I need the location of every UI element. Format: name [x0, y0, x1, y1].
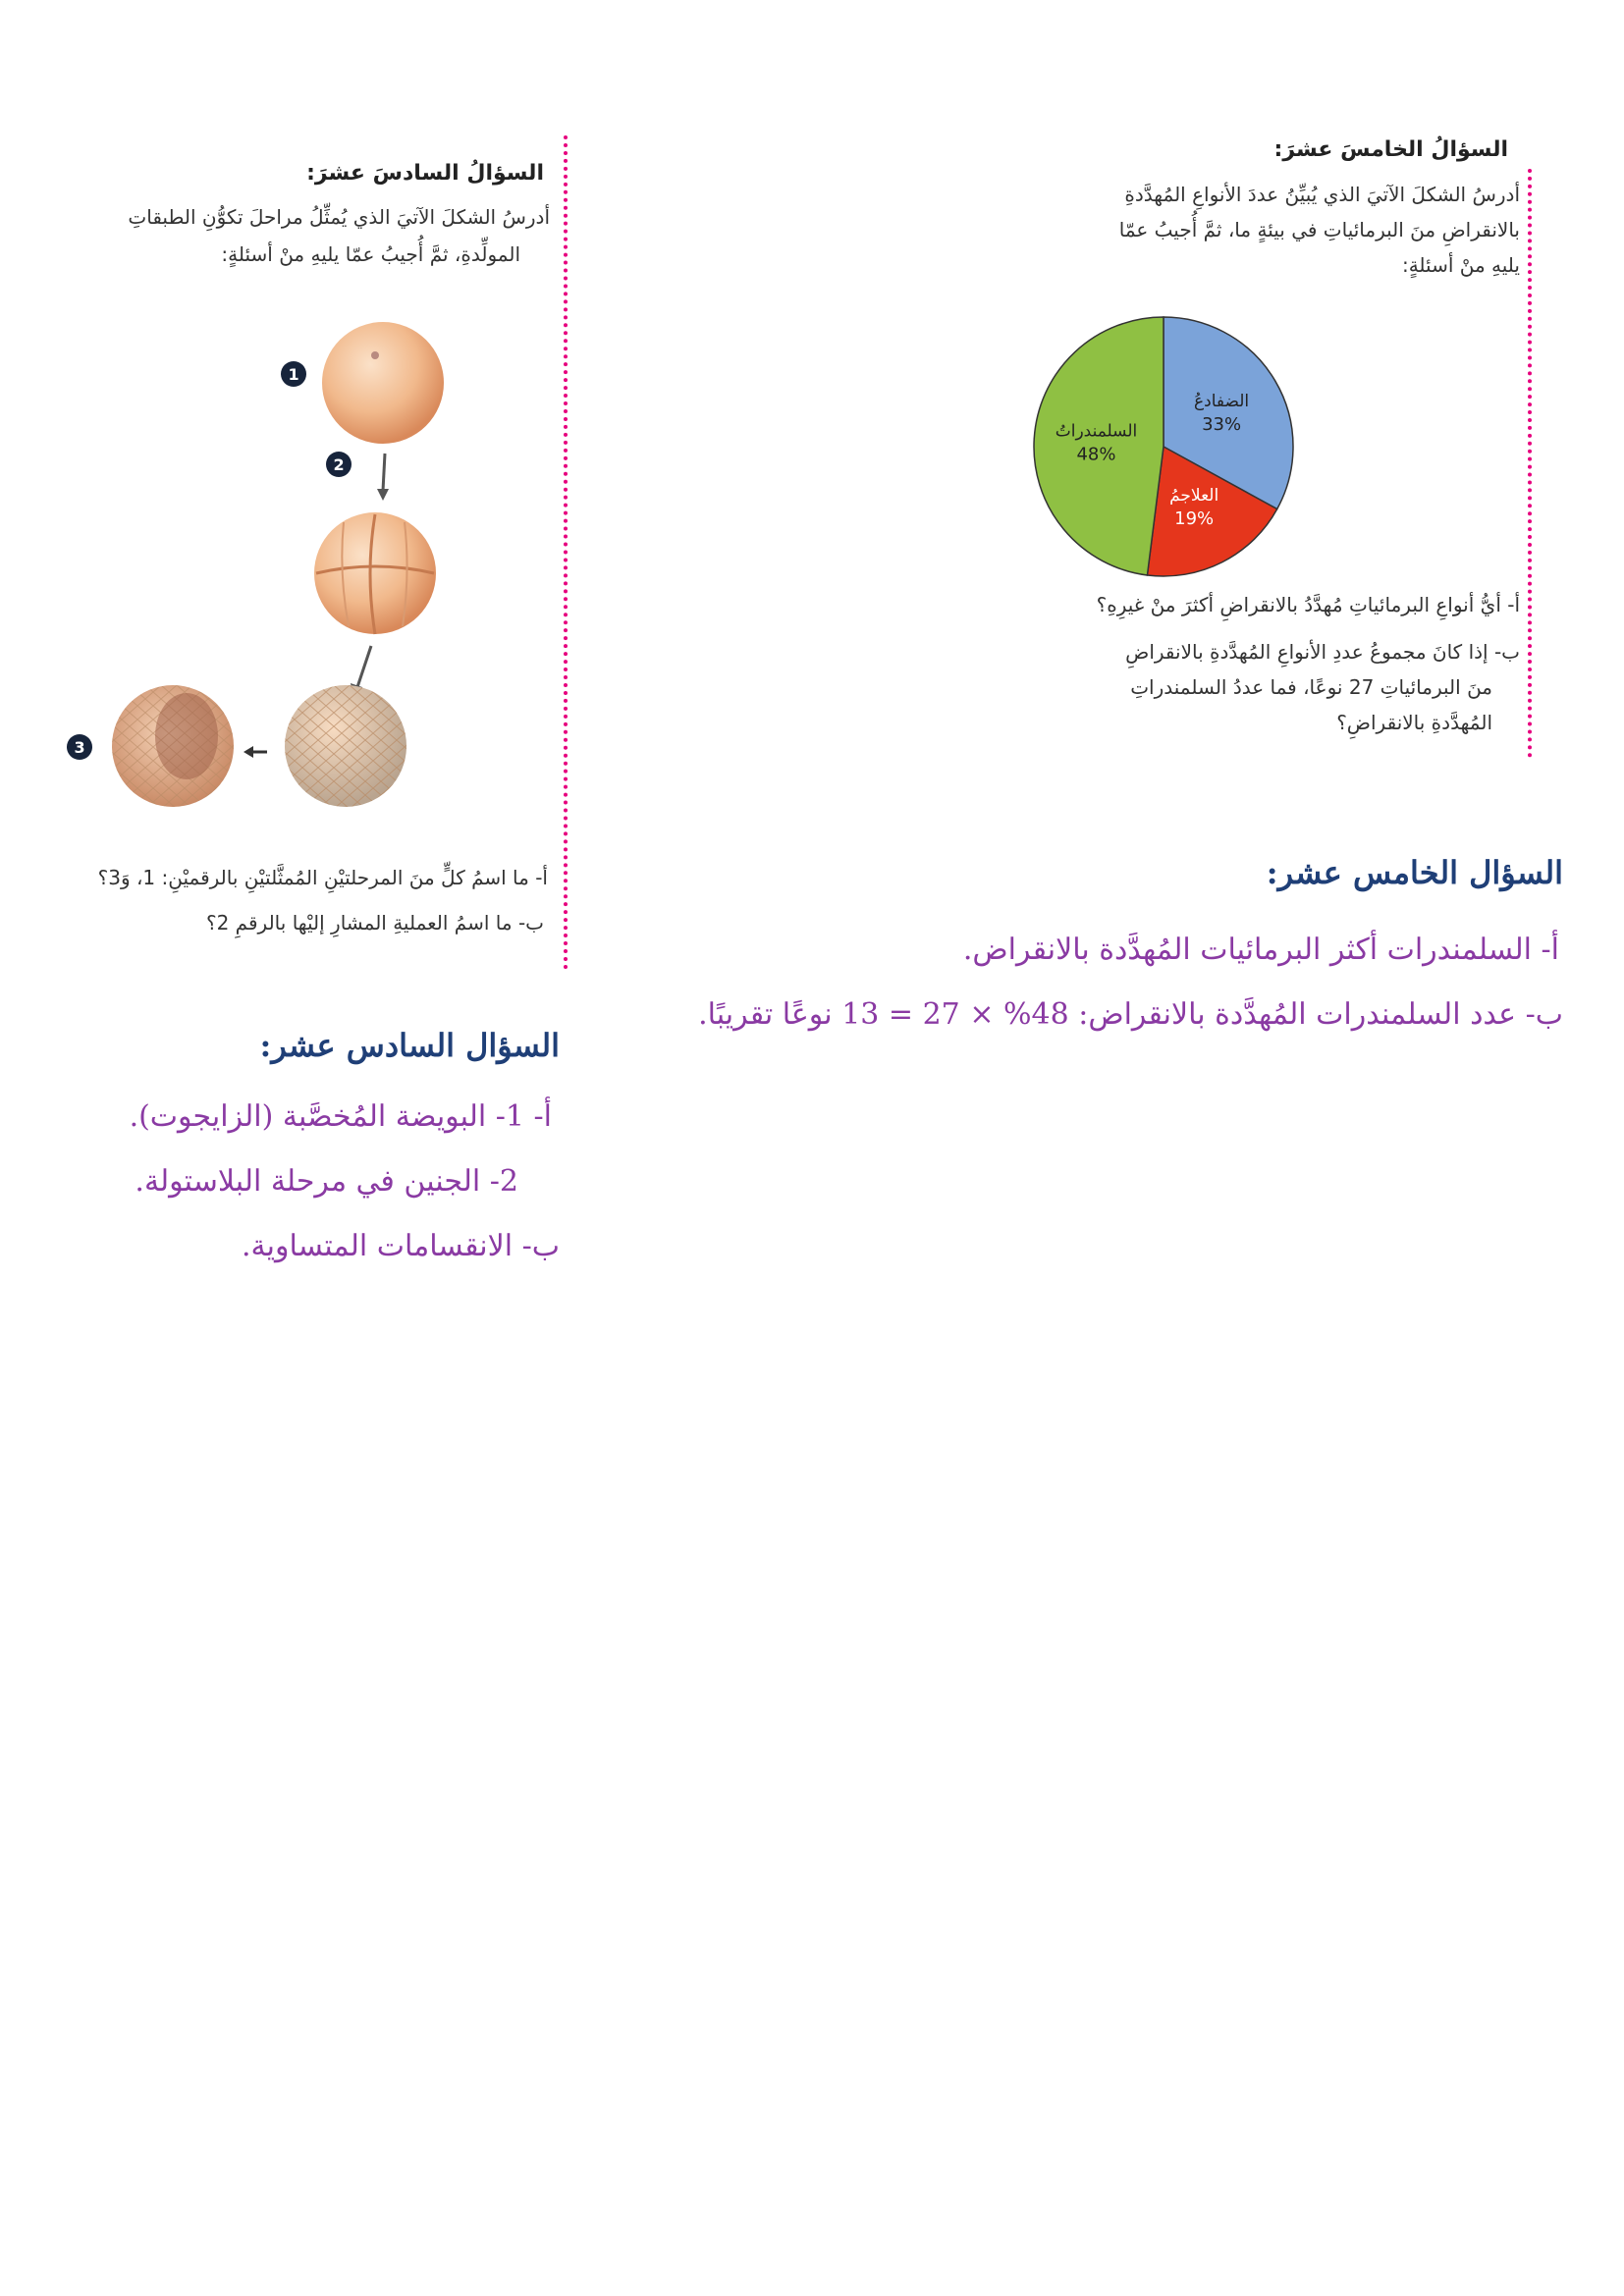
pie-slice-label-1: الضفادعُ	[1194, 392, 1250, 412]
morula-cell	[285, 685, 406, 807]
answers15-title: السؤال الخامس عشر:	[1266, 854, 1563, 891]
q15-dotted-border	[1528, 169, 1532, 758]
answers16-a2: 2- الجنين في مرحلة البلاستولة.	[135, 1164, 518, 1199]
q15-item-b-line3: المُهدَّدةِ بالانقراضِ؟	[1336, 711, 1492, 734]
stage-badge-2: 2	[326, 452, 352, 477]
q16-intro-line1: أدرسُ الشكلَ الآتيَ الذي يُمثِّلُ مراحلَ تكوُّنِ الطبقاتِ	[128, 205, 550, 229]
q16-item-b: ب- ما اسمُ العمليةِ المشارِ إليْها بالرقمِ 2؟	[205, 911, 544, 934]
q15-intro-line1: أدرسُ الشكلَ الآتيَ الذي يُبيِّنُ عددَ الأنواعِ المُهدَّدةِ	[1124, 183, 1520, 206]
q16-intro	[0, 198, 550, 273]
q15-title: السؤالُ الخامسَ عشرَ:	[1273, 137, 1508, 162]
q16-item-a: أ- ما اسمُ كلٍّ منَ المرحلتيْنِ المُمثَّلتيْنِ بالرقميْنِ: 1، وَ3؟	[97, 866, 548, 889]
cleavage-cell	[314, 512, 436, 634]
q15-intro-line2: بالانقراضِ منَ البرمائياتِ في بيئةٍ ما، ثمَّ أُجيبُ عمّا	[1118, 218, 1520, 241]
q16-intro-line2: المولِّدةِ، ثمَّ أُجيبُ عمّا يليهِ منْ أسئلةٍ:	[221, 242, 520, 266]
pie-slice-label-2: العلاجمُ	[1169, 486, 1219, 507]
arrow-left-icon	[244, 746, 267, 758]
blastula-cell	[112, 685, 234, 807]
pie-slice-value-2: 19%	[1174, 508, 1215, 530]
embryo-diagram	[59, 314, 520, 825]
answers15-a: أ- السلمندرات أكثر البرمائيات المُهدَّدة بالانقراض.	[962, 933, 1559, 967]
embryo-diagram-svg	[59, 314, 520, 825]
zygote-cell	[322, 322, 444, 444]
answers16-a1: أ- 1- البويضة المُخصَّبة (الزايجوت).	[129, 1099, 552, 1134]
q15-item-a: أ- أيُّ أنواعِ البرمائياتِ مُهدَّدُ بالانقراضِ أكثرَ منْ غيرِهِ؟	[1096, 593, 1520, 616]
pie-chart	[1021, 314, 1306, 579]
q15-intro-line3: يليهِ منْ أسئلةٍ:	[1401, 253, 1520, 277]
answers15-b: ب- عدد السلمندرات المُهدَّدة بالانقراض: 48% × 27 = 13 نوعًا تقريبًا.	[698, 997, 1563, 1032]
pie-slice-value-1: 33%	[1202, 414, 1242, 436]
q16-title: السؤالُ السادسَ عشرَ:	[306, 161, 544, 186]
pie-slice-label-3: السلمندراتُ	[1055, 421, 1138, 442]
q15-item-b	[970, 634, 1520, 740]
arrow-down-icon	[377, 454, 389, 501]
q16-dotted-border	[564, 135, 568, 970]
q15-item-b-line2: منَ البرمائياتِ 27 نوعًا، فما عددُ السلمندراتِ	[1130, 675, 1492, 699]
stage-badge-3: 3	[67, 734, 92, 760]
q15-intro	[970, 177, 1520, 283]
answers16-title: السؤال السادس عشر:	[259, 1027, 560, 1064]
answers16-b: ب- الانقسامات المتساوية.	[241, 1229, 560, 1263]
pie-slice-value-3: 48%	[1076, 444, 1116, 465]
q15-item-b-line1: ب- إذا كانَ مجموعُ عددِ الأنواعِ المُهدَّدةِ بالانقراضِ	[1125, 640, 1520, 664]
stage-badge-1: 1	[281, 361, 306, 387]
